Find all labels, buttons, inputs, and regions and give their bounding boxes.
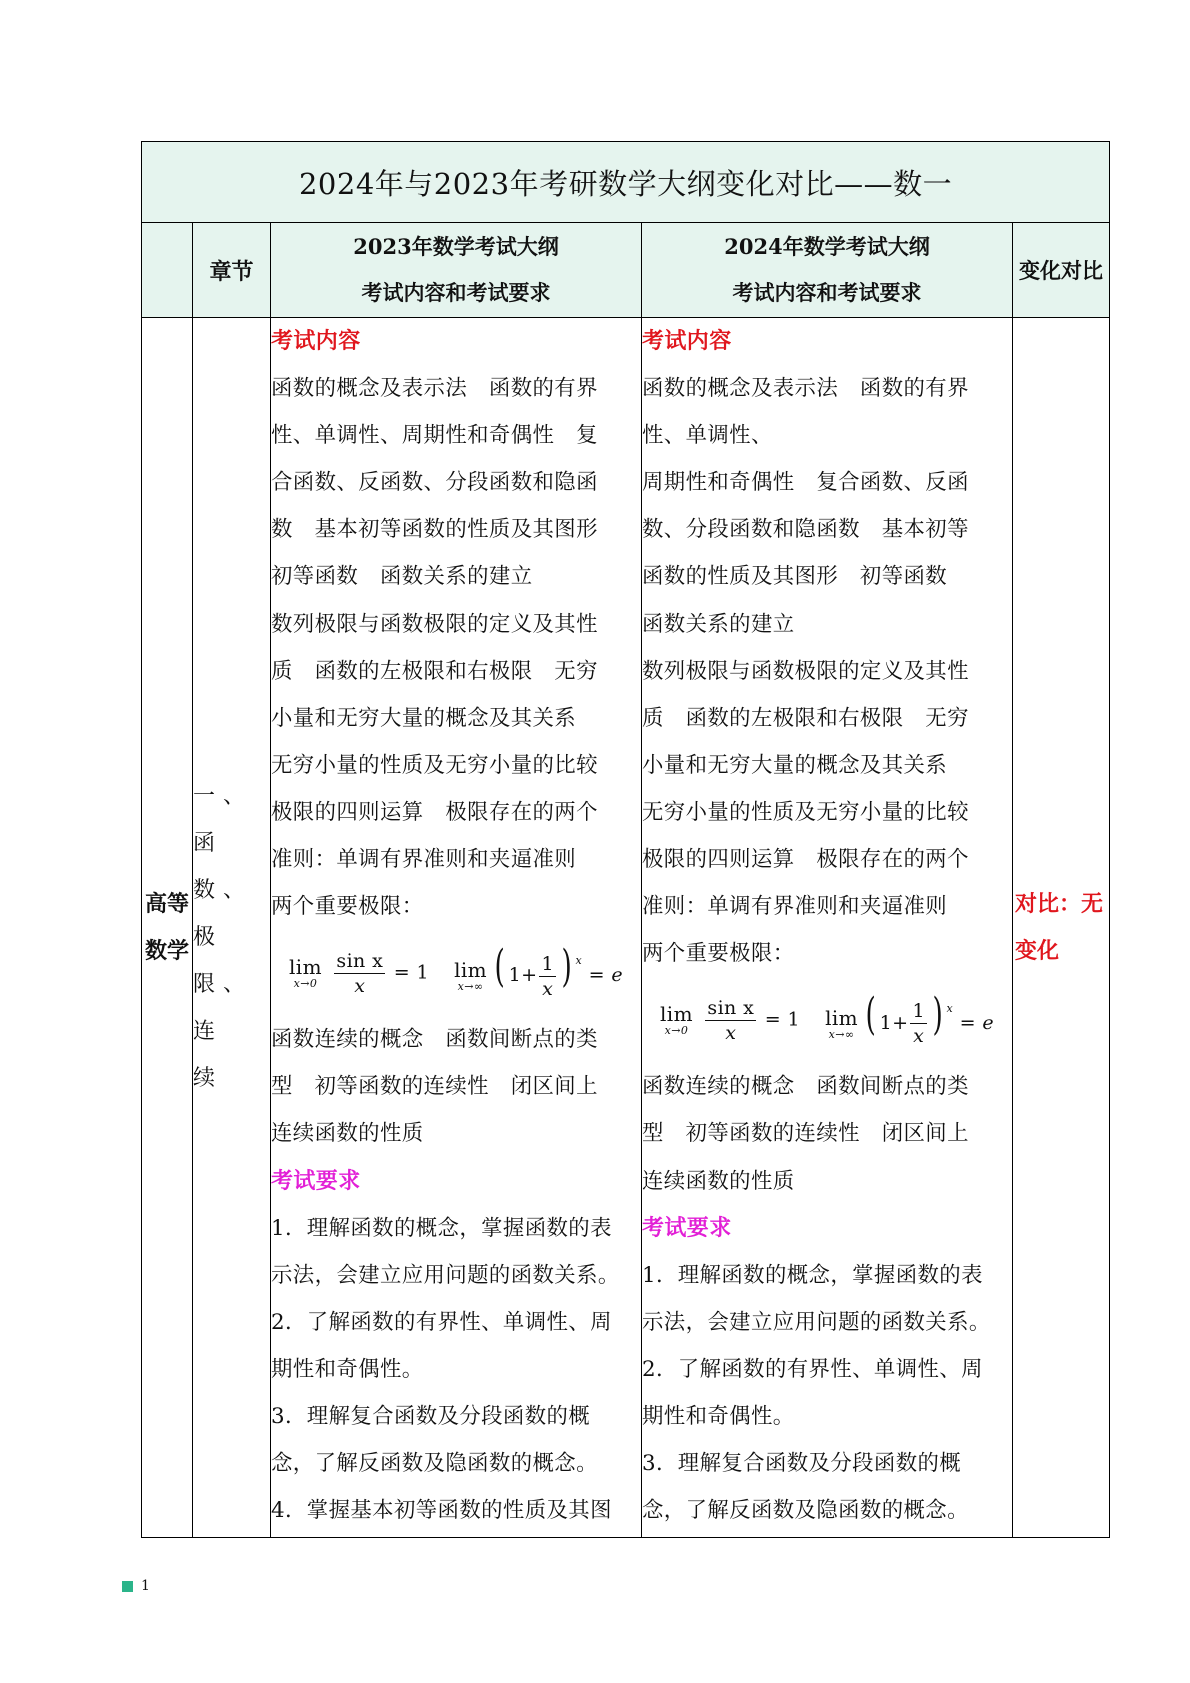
text-line: 函数连续的概念 函数间断点的类 [271, 1027, 598, 1053]
text-line: 3．理解复合函数及分段函数的概 [271, 1403, 591, 1429]
text-line: 示法，会建立应用问题的函数关系。 [271, 1262, 620, 1288]
formula-2023 [271, 930, 641, 1016]
text-line: 小量和无穷大量的概念及其关系 [271, 705, 577, 731]
text-line: 1．理解函数的概念，掌握函数的表 [642, 1262, 983, 1288]
formula-eq: = e [588, 964, 623, 987]
content-lines-b-2024 [642, 1063, 1012, 1204]
content-lines-a-2024 [642, 365, 1012, 977]
col-2023-content [271, 318, 642, 1538]
chapter-cell [193, 318, 271, 1538]
text-line: 极限的四则运算 极限存在的两个 [271, 799, 598, 825]
text-line: 函数的性质及其图形 初等函数 [642, 564, 948, 590]
chapter-line2: 数、极 [193, 878, 254, 950]
req-lines-2023 [271, 1205, 641, 1535]
text-line: 数 基本初等函数的性质及其图形 [271, 517, 598, 543]
text-line: 数、分段函数和隐函数 基本初等 [642, 517, 969, 543]
text-line: 周期性和奇偶性 复合函数、反函 [642, 470, 969, 496]
req-heading-2023: 考试要求 [271, 1167, 361, 1194]
chapter-line3: 限、连 [193, 972, 254, 1044]
text-line: 函数关系的建立 [642, 611, 795, 637]
header-2024 [642, 223, 1013, 318]
page-number: 1 [141, 1578, 150, 1594]
formula-2024 [642, 977, 1012, 1063]
frac-num: 1 [541, 952, 554, 975]
lim-word: lim [825, 1005, 859, 1030]
header-2023-line2: 考试内容和考试要求 [361, 280, 551, 305]
lim-sub: x→∞ [457, 980, 484, 994]
lim-word: lim [454, 958, 488, 983]
footer-square-icon [122, 1581, 133, 1592]
change-line1: 对比：无 [1015, 890, 1104, 917]
subject-cell [142, 318, 193, 1538]
formula-limit-e: lim x→∞ ( 1+ $\frac{1}{x}$ ) $^x$ = e [825, 988, 994, 1048]
frac-den: x [542, 977, 554, 1000]
lim-sub: x→0 [293, 977, 318, 991]
frac-den: x [725, 1021, 737, 1044]
text-line: 4．掌握基本初等函数的性质及其图 [271, 1498, 612, 1524]
header-2024-line2: 考试内容和考试要求 [732, 280, 922, 305]
chapter-line4: 续 [193, 1066, 224, 1091]
text-line: 连续函数的性质 [642, 1168, 795, 1194]
text-line: 极限的四则运算 极限存在的两个 [642, 847, 969, 873]
lim-sub: x→0 [664, 1024, 689, 1038]
text-line: 初等函数 函数关系的建立 [271, 564, 533, 590]
text-line: 质 函数的左极限和右极限 无穷 [271, 658, 598, 684]
text-line: 无穷小量的性质及无穷小量的比较 [271, 752, 598, 778]
subject-line1: 高等 [144, 890, 189, 917]
formula-exp: x [575, 954, 583, 968]
text-line: 性、单调性、 [642, 423, 773, 449]
text-line: 无穷小量的性质及无穷小量的比较 [642, 799, 969, 825]
text-line: 两个重要极限： [642, 941, 795, 967]
text-line: 数列极限与函数极限的定义及其性 [271, 611, 598, 637]
content-heading-2023: 考试内容 [271, 328, 361, 354]
header-chapter: 章节 [193, 223, 271, 318]
header-blank [142, 223, 193, 318]
header-2024-line1: 2024年数学考试大纲 [724, 234, 930, 259]
formula-limit-sin [660, 996, 800, 1045]
page-footer [122, 1578, 150, 1594]
change-line2: 变化 [1015, 937, 1060, 964]
text-line: 函数的概念及表示法 函数的有界 [642, 376, 969, 402]
page-title: 2024年与2023年考研数学大纲变化对比——数一 [142, 142, 1110, 223]
lim-word: lim [660, 1002, 693, 1027]
text-line: 函数的概念及表示法 函数的有界 [271, 376, 598, 402]
text-line: 数列极限与函数极限的定义及其性 [642, 658, 969, 684]
text-line: 小量和无穷大量的概念及其关系 [642, 752, 948, 778]
header-2023-line1: 2023年数学考试大纲 [353, 234, 559, 259]
header-2023 [271, 223, 642, 318]
req-lines-2024 [642, 1252, 1012, 1535]
text-line: 型 初等函数的连续性 闭区间上 [642, 1121, 969, 1147]
text-line: 2．了解函数的有界性、单调性、周 [271, 1309, 612, 1335]
content-lines-b-2023 [271, 1016, 641, 1157]
text-line: 两个重要极限： [271, 894, 424, 920]
formula-one: 1+ [508, 964, 538, 987]
lim-word: lim [289, 955, 322, 980]
change-cell [1013, 318, 1110, 1538]
text-line: 准则：单调有界准则和夹逼准则 [642, 894, 948, 920]
formula-eq: = e [959, 1011, 994, 1034]
col-2024-content [642, 318, 1013, 1538]
content-heading-2024: 考试内容 [642, 328, 732, 354]
formula-limit-e: lim x→∞ ( 1+ $\frac{1}{x}$ ) $^x$ = e [454, 941, 623, 1000]
text-line: 合函数、反函数、分段函数和隐函 [271, 470, 598, 496]
text-line: 1．理解函数的概念，掌握函数的表 [271, 1215, 612, 1241]
text-line: 连续函数的性质 [271, 1121, 424, 1147]
frac-den: x [913, 1025, 925, 1048]
formula-one: 1+ [879, 1011, 909, 1034]
formula-eq: = 1 [764, 1008, 800, 1031]
lim-sub: x→∞ [828, 1027, 855, 1041]
text-line: 2．了解函数的有界性、单调性、周 [642, 1356, 983, 1382]
chapter-line1: 一、函 [193, 784, 254, 856]
text-line: 性、单调性、周期性和奇偶性 复 [271, 423, 598, 449]
formula-exp: x [946, 1001, 954, 1015]
frac-num: 1 [912, 1000, 925, 1023]
text-line: 念，了解反函数及隐函数的概念。 [642, 1498, 969, 1524]
text-line: 函数连续的概念 函数间断点的类 [642, 1074, 969, 1100]
text-line: 准则：单调有界准则和夹逼准则 [271, 847, 577, 873]
text-line: 质 函数的左极限和右极限 无穷 [642, 705, 969, 731]
content-lines-a-2023 [271, 365, 641, 930]
text-line: 型 初等函数的连续性 闭区间上 [271, 1074, 598, 1100]
text-line: 3．理解复合函数及分段函数的概 [642, 1451, 962, 1477]
formula-limit-sin [289, 949, 429, 998]
text-line: 示法，会建立应用问题的函数关系。 [642, 1309, 991, 1335]
req-heading-2024: 考试要求 [642, 1214, 732, 1241]
text-line: 期性和奇偶性。 [642, 1403, 795, 1429]
header-change: 变化对比 [1013, 223, 1110, 318]
formula-eq: = 1 [393, 961, 429, 984]
frac-den: x [354, 974, 366, 997]
comparison-table [141, 141, 1110, 1538]
subject-line2: 数学 [144, 937, 189, 964]
text-line: 期性和奇偶性。 [271, 1356, 424, 1382]
frac-num: sin x [336, 949, 384, 972]
text-line: 念，了解反函数及隐函数的概念。 [271, 1451, 598, 1477]
frac-num: sin x [707, 996, 755, 1019]
